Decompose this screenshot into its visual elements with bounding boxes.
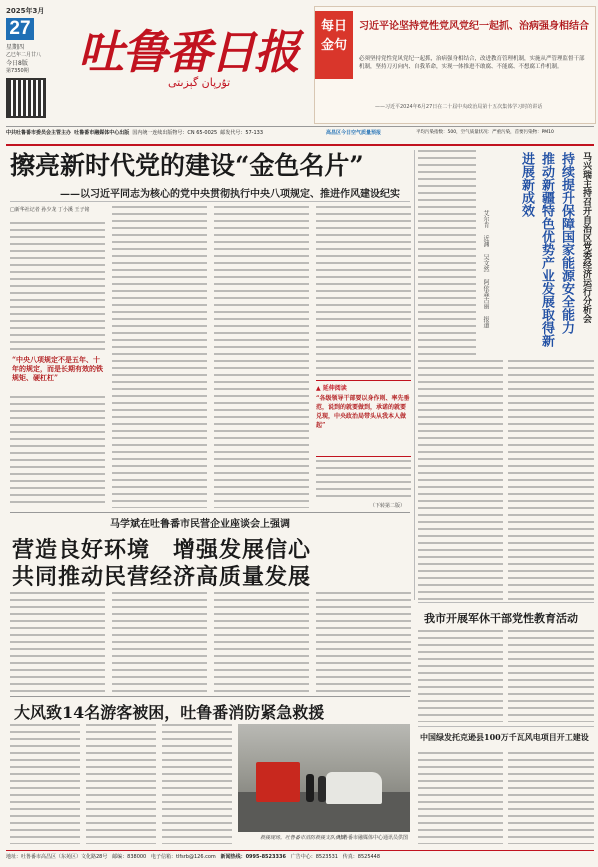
second-headline-2[interactable]: 共同推动民营经济高质量发展 [12,564,312,590]
reading-box-quote: “各级领导干部要以身作则、率先垂范，说到的就要做到，承诺的就要兑现，中央政治局带头从我本人做起” [316,395,410,429]
third-headline[interactable]: 我市开展军休干部党性教育活动 [424,612,578,625]
postal-code: 邮发代号：57-133 [220,130,264,136]
date-day: 27 [6,18,34,40]
right-feature-headline[interactable]: 持续提升保障国家能源安全能力 推动新疆特色优势产业发展取得新进展新成效 [519,152,574,347]
footer-rule [6,850,594,851]
fourth-text-col-3 [162,724,232,844]
fourth-story-top-rule [10,696,410,697]
second-text-col-2 [112,592,207,692]
main-headline[interactable]: 擦亮新时代党的建设“金色名片” [10,151,364,180]
main-headline-rule [10,201,410,202]
page-count: 今日8版 [6,60,28,67]
right-text-col-1 [418,360,503,600]
right-feature [418,150,594,355]
cn-code: 国内统一连续出版物号：CN 65-0025 [132,130,218,136]
third-text-col-2 [508,630,594,722]
quote-heading: 习近平论坚持党性党风党纪一起抓、治病强身相结合 [359,21,589,32]
photo-credit: 吐鲁番市融媒体中心通讯员供图 [338,835,409,841]
main-byline: □新华社记者 孙少龙 丁小溪 王子铭 [10,207,90,213]
main-pull-quote: “中央八项规定不是五年、十年的规定，而是长期有效的铁规矩、硬杠杠” [12,355,103,382]
main-text-col-2 [112,206,207,508]
quote-promo-box [314,6,596,124]
quote-body: 必须坚持党性党风党纪一起抓，治病强身相结合，改进教育管理机制，实施从严管理监督干部机制，坚持刀刃向内、自我革命，实现一体推进不敢腐、不能腐、不想腐工作机制。 [359,56,585,70]
second-story-top-rule [10,512,410,513]
main-right-divider [414,150,415,600]
third-story-divider [418,602,594,603]
rescue-photo[interactable] [238,724,410,832]
footer [6,853,594,863]
paper-title-uyghur: تۇرپان گېزىتى [168,76,231,89]
footer-postcode: 邮编：838000 [112,854,147,860]
issue-number: 第7350期 [6,68,29,74]
info-rule [6,144,594,146]
masthead-rule [6,126,594,127]
fourth-text-col-1 [10,724,80,844]
footer-email[interactable]: 电子信箱：tlfsrb@126.com [151,854,216,860]
footer-ad-phone: 广告中心：8523531 [290,854,338,860]
right-feature-reporters: 艾尔肯 近渊 吴文然 阿依森古丽 报道 [482,210,489,328]
footer-fax: 传真：8525448 [342,854,381,860]
right-feature-kicker: 马兴瑞主持召开自治区党委经济运行分析会 [581,152,591,323]
second-text-col-4 [316,592,411,692]
right-feature-text [418,150,476,355]
main-text-col-1 [10,222,105,352]
photo-rescuer-2 [318,776,326,802]
fifth-story-divider [418,726,594,727]
main-text-col-4a [316,206,411,376]
main-text-col-4b [316,460,411,500]
lunar-date: 乙巳年二月廿八 [6,52,42,58]
third-text-col-1 [418,630,503,722]
publisher-text: 吐鲁番市融媒体中心出版 [74,130,130,136]
fifth-text-col-1 [418,752,503,844]
second-text-col-1 [10,592,105,692]
second-text-col-3 [214,592,309,692]
second-headline-1[interactable]: 营造良好环境 增强发展信心 [12,537,312,563]
sponsor-text: 中共吐鲁番市委员会主管主办 [6,130,72,136]
quote-badge: 每日金句 [315,11,353,79]
paper-title [78,25,308,89]
weekday: 星期四 [6,44,25,51]
main-continued[interactable]: （下转第二版） [370,503,406,509]
reading-box [316,380,411,457]
paper-title-text: 吐鲁番日报 [78,25,298,79]
date-box [6,6,54,122]
date-year-month: 2025年3月 [6,7,45,15]
photo-suv [326,772,382,804]
photo-caption: 救援现场。吐鲁番市消防救援支队供图 [260,835,346,841]
photo-rescuer-1 [306,774,314,802]
weather-label: 高昌区今日空气质量预报 [326,130,382,136]
weather-detail: 平均污染指数：500，空气质量状况：严重污染，首要污染物：PM10 [416,130,554,135]
fifth-text-col-2 [508,752,594,844]
footer-address: 地址：吐鲁番市高昌区（东苑区）文化路28号 [6,854,108,860]
quote-source: ——习近平2024年6月27日在二十届中央政治局第十五次集体学习时的讲话 [375,104,543,110]
main-subheadline: ——以习近平同志为核心的党中央贯彻执行中央八项规定、推进作风建设纪实 [60,189,400,200]
right-text-col-2 [508,360,594,600]
main-text-col-1b [10,396,105,508]
info-bar [6,129,594,143]
main-text-col-3 [214,206,309,508]
fifth-headline[interactable]: 中国绿发托克逊县100万千瓦风电项目开工建设 [420,732,589,742]
fourth-headline[interactable]: 大风致14名游客被困，吐鲁番消防紧急救援 [14,703,325,722]
fourth-text-col-2 [86,724,156,844]
footer-hotline: 新闻热线：0995-8523336 [220,854,286,860]
second-kicker: 马学斌在吐鲁番市民营企业座谈会上强调 [110,519,290,530]
photo-fire-truck [256,762,300,802]
reading-box-title: ▲ 延伸阅读 [316,385,347,392]
qr-code[interactable] [6,78,46,118]
